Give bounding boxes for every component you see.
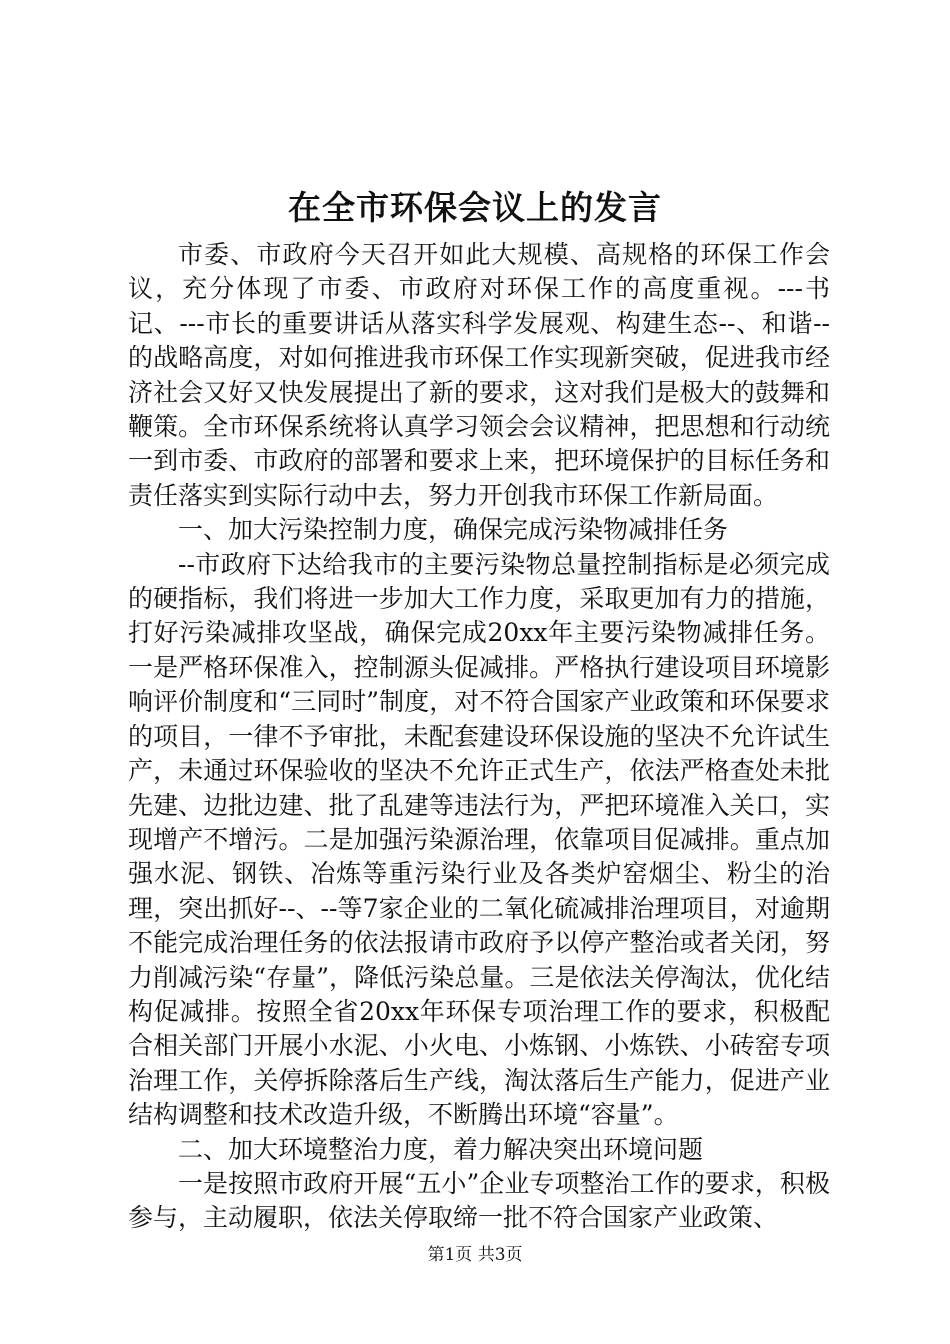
paragraph-section-1: --市政府下达给我市的主要污染物总量控制指标是必须完成的硬指标，我们将进一步加大工作力度，采取更加有力的措施，打好污染减排攻坚战，确保完成20xx年主要污染物减排任务。一是严格环保准入，控制源头促减排。严格执行建设项目环境影响评价制度和“三同时”制度，对不符合国家产业政策和环保要求的项目，一律不予审批，未配套建设环保设施的坚决不允许试生产，未通过环保验收的坚决不允许正式生产，依法严格查处未批先建、边批边建、批了乱建等违法行为，严把环境准入关口，实现增产不增污。二是加强污染源治理，依靠项目促减排。重点加强水泥、钢铁、冶炼等重污染行业及各类炉窑烟尘、粉尘的治理，突出抓好--、--等7家企业的二氧化硫减排治理项目，对逾期不能完成治理任务的依法报请市政府予以停产整治或者关闭，努力削减污染“存量”，降低污染总量。三是依法关停淘汰，优化结构促减排。按照全省20xx年环保专项治理工作的要求，积极配合相关部门开展小水泥、小火电、小炼钢、小炼铁、小砖窑专项治理工作，关停拆除落后生产线，淘汰落后生产能力，促进产业结构调整和技术改造升级，不断腾出环境“容量”。: [128, 549, 830, 1130]
section-heading-1: 一、加大污染控制力度，确保完成污染物减排任务: [178, 515, 729, 545]
page-indicator: 第1页 共3页: [427, 1245, 523, 1265]
paragraph-intro: 市委、市政府今天召开如此大规模、高规格的环保工作会议，充分体现了市委、市政府对环保工作的高度重视。---书记、---市长的重要讲话从落实科学发展观、构建生态--、和谐--的战略高度，对如何推进我市环保工作实现新突破，促进我市经济社会又好又快发展提出了新的要求，这对我们是极大的鼓舞和鞭策。全市环保系统将认真学习领会会议精神，把思想和行动统一到市委、市政府的部署和要求上来，把环境保护的目标任务和责任落实到实际行动中去，努力开创我市环保工作新局面。: [128, 240, 830, 510]
page-footer: [0, 1244, 950, 1266]
paragraph-section-2: 一是按照市政府开展“五小”企业专项整治工作的要求，积极参与，主动履职，依法关停取缔一批不符合国家产业政策、: [128, 1168, 830, 1233]
document-title: 在全市环保会议上的发言: [288, 188, 662, 227]
section-heading-2: 二、加大环境整治力度，着力解决突出环境问题: [178, 1134, 704, 1164]
document-body: [128, 238, 830, 1236]
